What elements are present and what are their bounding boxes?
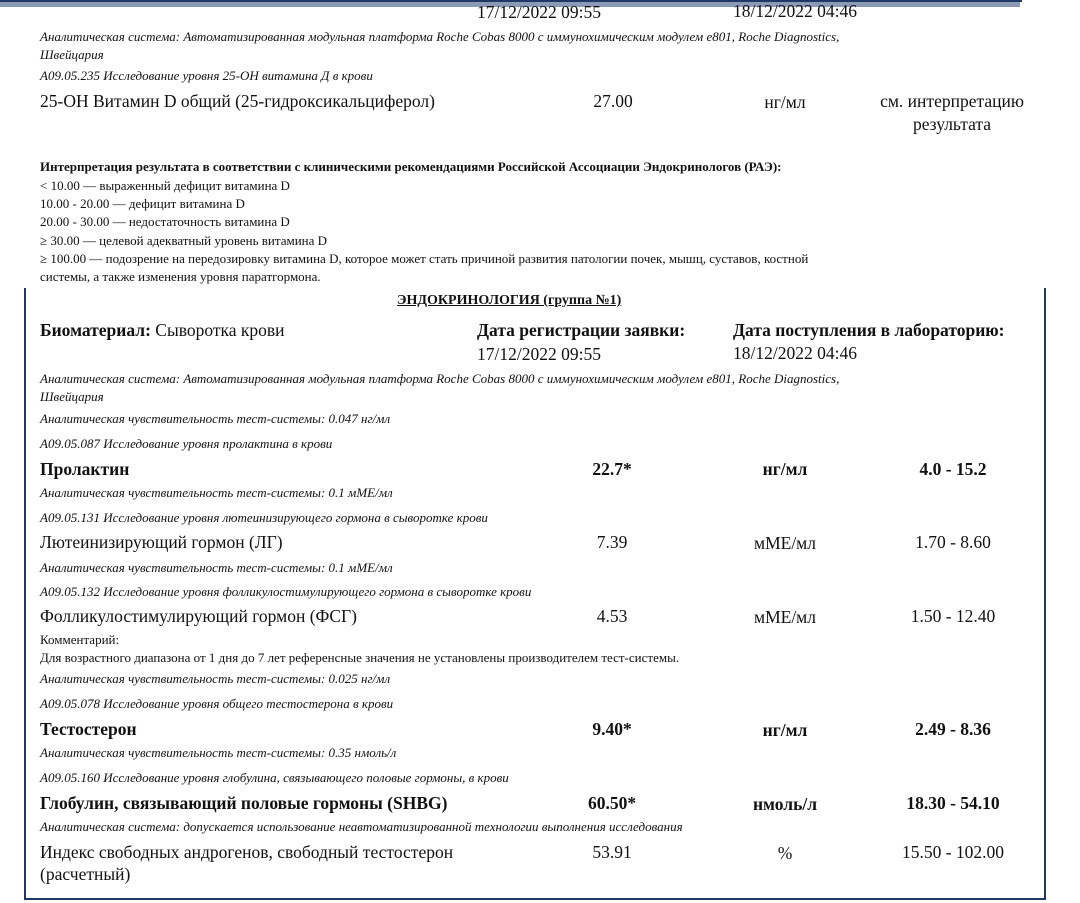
shbg-name: Глобулин, связывающий половые гормоны (SHBG) <box>40 793 448 813</box>
vitd-value: 27.00 <box>593 91 633 111</box>
biomaterial <box>40 320 285 341</box>
prl-ref-range: 4.0 - 15.2 <box>919 459 987 479</box>
shbg-unit: нмоль/л <box>752 794 818 814</box>
shbg-test-code: A09.05.160 Исследование уровня глобулина, связывающего половые гормоны, в крови <box>40 770 509 785</box>
prl-name: Пролактин <box>40 459 130 479</box>
endo-system-line1: Аналитическая система: Автоматизированная модульная платформа Roche Cobas 8000 с иммунохимическим модулем e801, Roche Diagnostics, <box>40 371 840 386</box>
frame-bottom-border <box>24 898 1046 900</box>
vitd-system-line2: Швейцария <box>40 47 104 62</box>
vitd-reg-date: 17/12/2022 09:55 <box>477 2 601 22</box>
testo-name: Тестостерон <box>40 719 137 739</box>
prl-value: 22.7* <box>592 459 632 479</box>
interpretation-line: системы, а также изменения уровня паратгормона. <box>40 269 321 284</box>
testo-unit: нг/мл <box>762 720 808 740</box>
lab-date-label: Дата поступления в лабораторию: <box>733 320 1005 340</box>
section-title: ЭНДОКРИНОЛОГИЯ (группа №1) <box>397 293 622 308</box>
interpretation-title: Интерпретация результата в соответствии с клиническими рекомендациями Российской Ассоциации Эндокринологов (РАЭ): <box>40 159 782 174</box>
fsh-value: 4.53 <box>596 606 628 626</box>
biomaterial-value: Сыворотка крови <box>155 320 285 340</box>
lh-ref-range: 1.70 - 8.60 <box>915 532 991 552</box>
prl-sensitivity: Аналитическая чувствительность тест-системы: 0.047 нг/мл <box>40 411 391 426</box>
fai-name-line1: Индекс свободных андрогенов, свободный тестостерон <box>40 842 454 862</box>
interpretation-line: ≥ 30.00 — целевой адекватный уровень витамина D <box>40 233 328 248</box>
interpretation-line: ≥ 100.00 — подозрение на передозировку витамина D, которое может стать причиной развития патологии почек, мышц, суставов, костной <box>40 251 809 266</box>
fsh-unit: мМЕ/мл <box>754 607 816 627</box>
interpretation-line: 10.00 - 20.00 — дефицит витамина D <box>40 196 245 211</box>
lh-unit: мМЕ/мл <box>754 533 816 553</box>
endo-system-line2: Швейцария <box>40 389 104 404</box>
vitd-ref-line2: результата <box>912 114 992 134</box>
vitd-ref-line1: см. интерпретацию <box>880 91 1024 111</box>
frame-left-border <box>24 288 26 900</box>
prl-test-code: A09.05.087 Исследование уровня пролактина в крови <box>40 436 333 451</box>
reg-date-value: 17/12/2022 09:55 <box>477 344 601 364</box>
fai-value: 53.91 <box>592 842 632 862</box>
prl-unit: нг/мл <box>762 459 808 479</box>
reg-date-label: Дата регистрации заявки: <box>477 320 686 340</box>
fsh-sensitivity: Аналитическая чувствительность тест-системы: 0.1 мМЕ/мл <box>40 560 393 575</box>
fsh-comment: Для возрастного диапазона от 1 дня до 7 лет референсные значения не установлены производителем тест-системы. <box>40 650 680 665</box>
testo-ref-range: 2.49 - 8.36 <box>915 719 991 739</box>
vitd-test-code: A09.05.235 Исследование уровня 25-OH витамина Д в крови <box>40 68 373 83</box>
testo-value: 9.40* <box>592 719 632 739</box>
vitd-test-name: 25-OH Витамин D общий (25-гидроксикальциферол) <box>40 91 435 111</box>
fsh-test-code: A09.05.132 Исследование уровня фолликулостимулирующего гормона в сыворотке крови <box>40 584 532 599</box>
interpretation-line: 20.00 - 30.00 — недостаточность витамина D <box>40 214 290 229</box>
fsh-name: Фолликулостимулирующий гормон (ФСГ) <box>40 606 357 626</box>
vitd-system-line1: Аналитическая система: Автоматизированная модульная платформа Roche Cobas 8000 с иммунохимическим модулем e801, Roche Diagnostics, <box>40 29 840 44</box>
lh-name: Лютеинизирующий гормон (ЛГ) <box>40 532 283 552</box>
lh-sensitivity: Аналитическая чувствительность тест-системы: 0.1 мМЕ/мл <box>40 485 393 500</box>
fsh-ref-range: 1.50 - 12.40 <box>910 606 996 626</box>
fai-system-note: Аналитическая система: допускается использование неавтоматизированной технологии выполнения исследования <box>40 819 683 834</box>
fai-unit: % <box>777 843 793 863</box>
fai-name-line2: (расчетный) <box>40 864 131 884</box>
vitd-lab-date: 18/12/2022 04:46 <box>733 1 857 21</box>
shbg-sensitivity: Аналитическая чувствительность тест-системы: 0.35 нмоль/л <box>40 745 397 760</box>
shbg-value: 60.50* <box>587 793 637 813</box>
lh-value: 7.39 <box>596 532 628 552</box>
shbg-ref-range: 18.30 - 54.10 <box>906 793 1000 813</box>
vitd-unit: нг/мл <box>764 92 806 112</box>
biomaterial-label: Биоматериал: <box>40 320 151 340</box>
interpretation-line: < 10.00 — выраженный дефицит витамина D <box>40 178 290 193</box>
testo-test-code: A09.05.078 Исследование уровня общего тестостерона в крови <box>40 696 394 711</box>
vitd-ref-note <box>852 90 1052 136</box>
lh-test-code: A09.05.131 Исследование уровня лютеинизирующего гормона в сыворотке крови <box>40 510 488 525</box>
fai-ref-range: 15.50 - 102.00 <box>901 842 1005 862</box>
fsh-comment-label: Комментарий: <box>40 632 120 647</box>
testo-sensitivity: Аналитическая чувствительность тест-системы: 0.025 нг/мл <box>40 671 391 686</box>
lab-date-value: 18/12/2022 04:46 <box>733 343 857 363</box>
